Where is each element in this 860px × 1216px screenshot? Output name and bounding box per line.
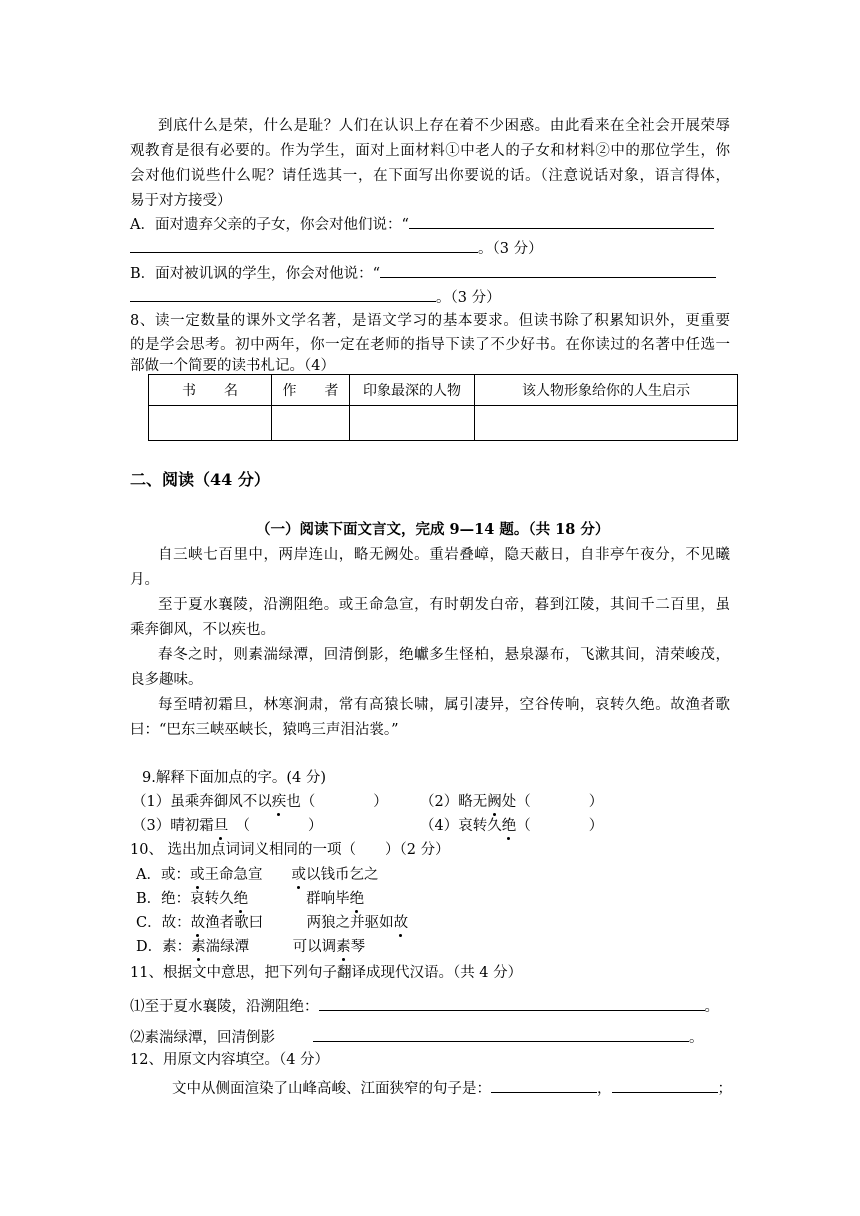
q12-end: ； <box>717 1081 732 1097</box>
q7b-answer-blank-2[interactable] <box>130 287 436 302</box>
q11-s2-answer-blank[interactable] <box>313 1027 689 1042</box>
part1-title: （一）阅读下面文言文，完成 9—14 题。（共 18 分） <box>256 521 610 538</box>
q9-item-2 <box>420 792 603 812</box>
header-character: 印象最深的人物 <box>350 375 475 406</box>
q7a-answer-blank-1[interactable] <box>409 214 714 229</box>
q10-b-mid: 群响毕 <box>248 891 350 907</box>
q10-b-pre: B．绝：哀转久 <box>136 891 234 907</box>
q10-d-mid: 湍绿潭 可以调 <box>205 939 337 955</box>
q12-answer-blank-1[interactable] <box>491 1078 597 1093</box>
cell-character[interactable] <box>350 406 475 441</box>
q10-a-pre: A．或： <box>136 867 190 883</box>
intro-line-2: 观教育是很有必要的。作为学生，面对上面材料①中老人的子女和材料②中的那位学生，你 <box>130 143 730 159</box>
q10-option-b[interactable] <box>136 889 364 909</box>
q9-item-3-pre: （3）晴初霜 <box>132 818 214 834</box>
q10-option-d[interactable] <box>136 937 365 957</box>
q7b-prompt <box>130 263 716 284</box>
passage-p2-line-2: 乘奔御风，不以疾也。 <box>130 622 275 638</box>
q10-a-dot-2: 或 <box>291 867 306 883</box>
q12-answer-blank-2[interactable] <box>612 1078 718 1093</box>
q9-title: 9.解释下面加点的字。(4 分) <box>142 770 326 786</box>
q12-title: 12、用原文内容填空。（4 分） <box>130 1052 330 1068</box>
q11-s2-text: ⑵素湍绿潭，回清倒影 <box>130 1030 275 1046</box>
q9-item-1 <box>132 792 388 812</box>
q11-s1-text: ⑴至于夏水襄陵，沿溯阻绝： <box>130 999 319 1015</box>
q10-b-dot-1: 绝 <box>233 891 249 907</box>
passage-p4-line-2: 曰：“巴东三峡巫峡长，猿鸣三声泪沾裳。” <box>130 722 399 738</box>
q9-item-2-answer[interactable]: 处（ ） <box>501 794 604 810</box>
q10-title: 10、 选出加点词词义相同的一项（ ）（2 分） <box>130 842 450 858</box>
q10-b-dot-2: 绝 <box>349 891 365 907</box>
q9-item-1-pre: （1）虽乘奔御风不以 <box>132 794 272 810</box>
q10-c-pre: C．故： <box>136 915 191 931</box>
q12-separator: ， <box>597 1081 612 1097</box>
q7a-text: A．面对遗弃父亲的子女，你会对他们说：“ <box>130 217 409 233</box>
q11-sentence-2 <box>130 1027 704 1048</box>
q9-item-2-dotted: 阙 <box>487 794 502 810</box>
q9-item-1-answer[interactable]: 也（ ） <box>286 794 388 810</box>
passage-p1-line-1: 自三峡七百里中，两岸连山，略无阙处。重岩叠嶂，隐天蔽日，自非亭午夜分，不见曦 <box>158 547 730 563</box>
q9-item-4 <box>420 816 603 836</box>
q10-d-dot-2: 素 <box>336 939 351 955</box>
q7b-continuation <box>130 287 501 308</box>
header-author: 作 者 <box>272 375 350 406</box>
passage-p4-line-1: 每至晴初霜旦，林寒涧肃，常有高猿长啸，属引凄异，空谷传响，哀转久绝。故渔者歌 <box>158 697 730 713</box>
table-answer-row <box>149 406 738 441</box>
q11-s2-end: 。 <box>689 1030 704 1046</box>
q9-item-3-answer[interactable]: （ ） <box>228 818 323 834</box>
q8-line-2: 的是学会思考。初中两年，你一定在老师的指导下读了不少好书。在你读过的名著中任选一 <box>130 337 730 353</box>
q10-a-mid: 王命急宣 <box>204 867 292 883</box>
q9-item-1-dotted: 疾 <box>271 794 287 810</box>
cell-life-lesson[interactable] <box>475 406 738 441</box>
q8-line-1: 8、读一定数量的课外文学名著，是语文学习的基本要求。但读书除了积累知识外，更重要 <box>130 313 730 329</box>
q11-s1-end: 。 <box>704 999 719 1015</box>
q9-item-4-answer[interactable]: （ ） <box>516 818 604 834</box>
q9-item-2-pre: （2）略无 <box>420 794 488 810</box>
q10-d-dot-1: 素 <box>191 939 206 955</box>
q7a-score: 。（3 分） <box>478 241 543 257</box>
passage-p3-line-2: 良多趣味。 <box>130 672 203 688</box>
q9-item-4-dotted: 绝 <box>501 818 517 834</box>
passage-p3-line-1: 春冬之时，则素湍绿潭，回清倒影，绝巘多生怪柏，悬泉瀑布，飞漱其间，清荣峻茂， <box>158 647 730 663</box>
passage-p1-line-2: 月。 <box>130 572 159 588</box>
q10-c-dot-2: 故 <box>393 915 409 931</box>
intro-line-1: 到底什么是荣，什么是耻？人们在认识上存在着不少困惑。由此看来在全社会开展荣辱 <box>158 118 730 134</box>
passage-p2-line-1: 至于夏水襄陵，沿溯阻绝。或王命急宣，有时朝发白帝，暮到江陵，其间千二百里，虽 <box>158 597 730 613</box>
q7b-answer-blank-1[interactable] <box>380 263 716 278</box>
q9-item-3-dotted: 旦 <box>213 818 229 834</box>
q8-line-3: 部做一个简要的读书札记。（4） <box>130 358 335 374</box>
q12-prompt: 文中从侧面渲染了山峰高峻、江面狭窄的句子是： <box>172 1081 491 1097</box>
table-header-row <box>149 375 738 406</box>
q7a-answer-blank-2[interactable] <box>130 238 478 253</box>
q12-line-1 <box>172 1078 732 1099</box>
q11-sentence-1 <box>130 996 719 1017</box>
cell-author[interactable] <box>272 406 350 441</box>
q11-title: 11、根据文中意思，把下列句子翻译成现代汉语。（共 4 分） <box>130 965 523 981</box>
q7b-text: B．面对被讥讽的学生，你会对他说：“ <box>130 266 381 282</box>
cell-book-title[interactable] <box>149 406 272 441</box>
q10-option-c[interactable] <box>136 913 408 933</box>
header-book-title: 书 名 <box>149 375 272 406</box>
q9-item-3 <box>132 816 322 836</box>
q10-c-mid: 渔者歌曰 两狼之并驱如 <box>205 915 394 931</box>
header-life-lesson: 该人物形象给你的人生启示 <box>475 375 738 406</box>
q7a-continuation <box>130 238 543 259</box>
q10-option-a[interactable] <box>136 865 378 885</box>
reading-notes-table <box>148 374 738 441</box>
q7a-prompt <box>130 214 714 235</box>
q10-a-post: 以钱币乞之 <box>305 867 379 883</box>
q11-s1-answer-blank[interactable] <box>319 996 705 1011</box>
q10-a-dot-1: 或 <box>189 867 205 883</box>
intro-line-4: 易于对方接受） <box>130 193 232 209</box>
q7b-score: 。（3 分） <box>436 290 501 306</box>
q9-item-4-pre: （4）哀转久 <box>420 818 502 834</box>
q10-d-post: 琴 <box>350 939 366 955</box>
intro-line-3: 会对他们说些什么呢？请任选其一，在下面写出你要说的话。（注意说话对象，语言得体， <box>130 168 730 184</box>
q10-d-pre: D．素： <box>136 939 192 955</box>
section-2-title: 二、阅读（44 分） <box>130 470 270 489</box>
q10-c-dot-1: 故 <box>190 915 206 931</box>
